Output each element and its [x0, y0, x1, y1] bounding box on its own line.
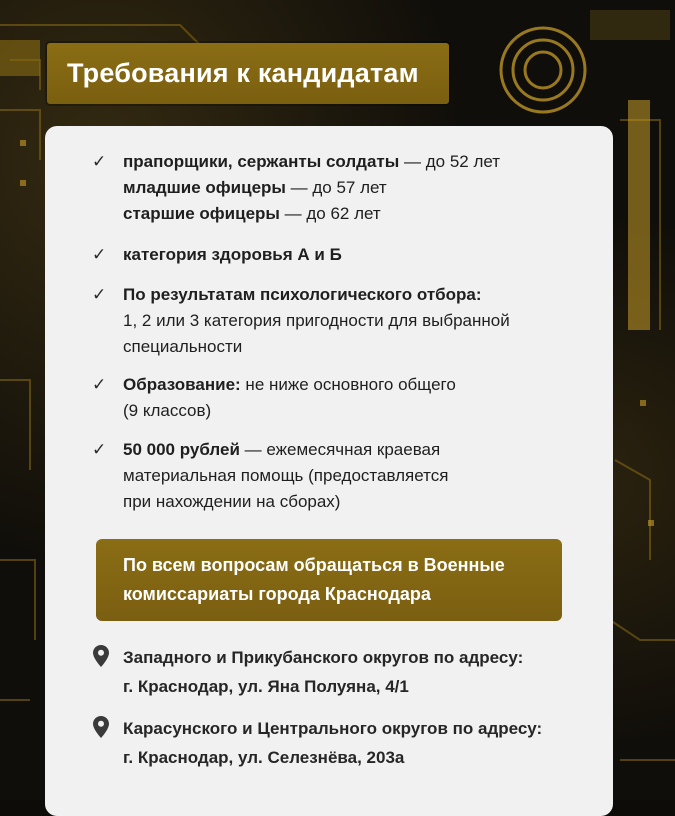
- list-item-line: По результатам психологического отбора:: [123, 285, 482, 304]
- requirement-age: [123, 149, 583, 227]
- list-item-line: 1, 2 или 3 категория пригодности для выбранной: [123, 311, 510, 330]
- list-item-line: специальности: [123, 337, 243, 356]
- map-pin-icon: [93, 716, 109, 738]
- address-street: г. Краснодар, ул. Селезнёва, 203а: [123, 748, 405, 767]
- address-central: [123, 714, 593, 772]
- requirement-health: [123, 242, 583, 268]
- contact-line: По всем вопросам обращаться в Военные: [123, 555, 505, 575]
- check-icon: ✓: [92, 285, 107, 304]
- contact-line: комиссариаты города Краснодара: [123, 584, 431, 604]
- address-district: Западного и Прикубанского округов по адресу:: [123, 648, 524, 667]
- list-item-line: младшие офицеры — до 57 лет: [123, 178, 387, 197]
- list-item-line: Образование: не ниже основного общего: [123, 375, 456, 394]
- page-title: Требования к кандидатам: [67, 58, 419, 88]
- list-item-line: (9 классов): [123, 401, 212, 420]
- check-icon: ✓: [92, 245, 107, 264]
- requirement-education: [123, 372, 583, 424]
- address-street: г. Краснодар, ул. Яна Полуяна, 4/1: [123, 677, 409, 696]
- address-district: Карасунского и Центрального округов по адресу:: [123, 719, 543, 738]
- list-item-line: материальная помощь (предоставляется: [123, 466, 449, 485]
- list-item-line: при нахождении на сборах): [123, 492, 341, 511]
- list-item-line: старшие офицеры — до 62 лет: [123, 204, 381, 223]
- title-banner: [47, 43, 449, 104]
- map-pin-icon: [93, 645, 109, 667]
- check-icon: ✓: [92, 375, 107, 394]
- requirement-psychology: [123, 282, 583, 360]
- contact-banner: [96, 539, 562, 621]
- check-icon: ✓: [92, 152, 107, 171]
- requirement-payment: [123, 437, 583, 515]
- check-icon: ✓: [92, 440, 107, 459]
- list-item-line: прапорщики, сержанты солдаты — до 52 лет: [123, 152, 501, 171]
- list-item-line: 50 000 рублей — ежемесячная краевая: [123, 440, 441, 459]
- list-item-line: категория здоровья А и Б: [123, 245, 342, 264]
- address-west: [123, 643, 593, 701]
